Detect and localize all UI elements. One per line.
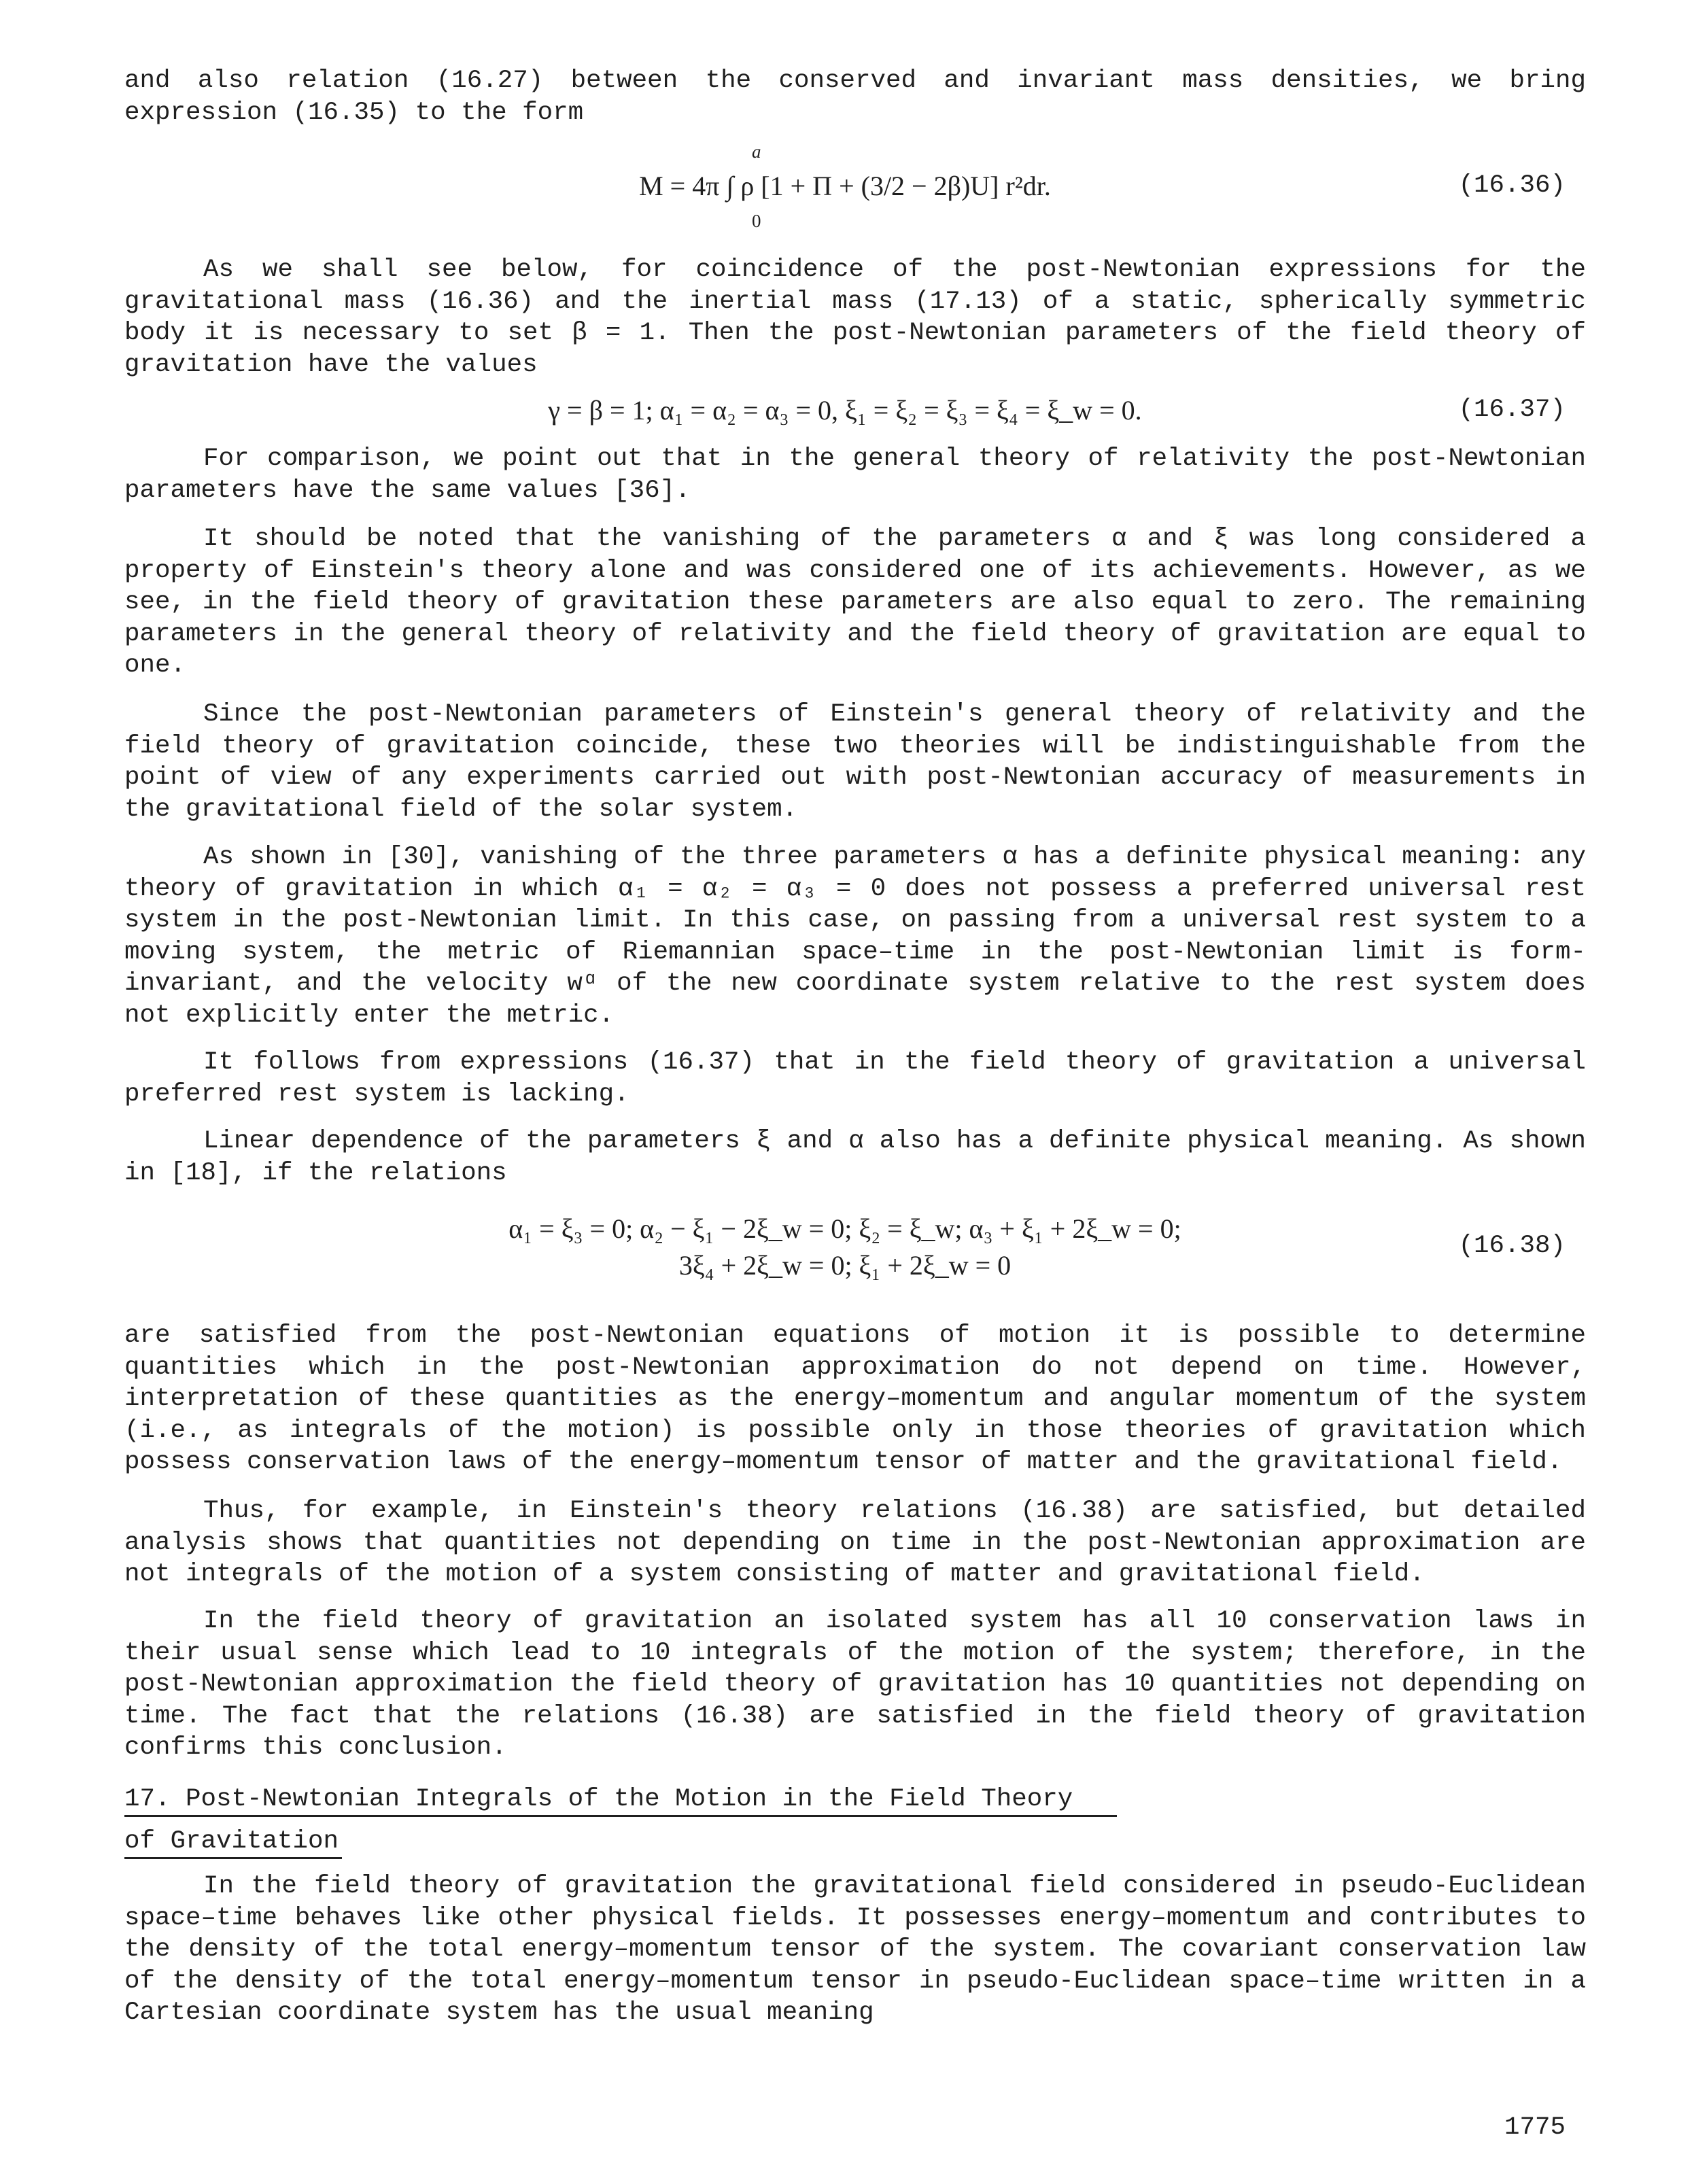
equation-number-16-36: (16.36) — [1458, 171, 1566, 200]
section-heading-line-1: 17. Post-Newtonian Integrals of the Motion in the Field Theory — [124, 1785, 1073, 1814]
equation-16-38-body-2: 3ξ₄ + 2ξ_w = 0; ξ₁ + 2ξ_w = 0 — [678, 1250, 1012, 1281]
integral-upper-limit: a — [752, 141, 761, 162]
section-heading-line-2: of Gravitation — [124, 1827, 339, 1856]
paragraph-1: and also relation (16.27) between the conserved and invariant mass densities, we bring expression (16.35) to the form — [124, 67, 1586, 127]
paragraph-7: It follows from expressions (16.37) that in the field theory of gravitation a universal preferred rest system is lacking. — [124, 1048, 1586, 1109]
page-number: 1775 — [1504, 2113, 1566, 2142]
paragraph-10: Thus, for example, in Einstein's theory relations (16.38) are satisfied, but detailed analysis shows that quantities not depending on time in the post-Newtonian approximation are not integrals of the motion of a system consisting of matter and gravitational field. — [124, 1497, 1586, 1589]
equation-16-37-body: γ = β = 1; α₁ = α₂ = α₃ = 0, ξ₁ = ξ₂ = ξ₃ = ξ₄ = ξ_w = 0. — [548, 395, 1142, 426]
equation-number-16-37: (16.37) — [1458, 396, 1566, 424]
integral-lower-limit: 0 — [752, 211, 761, 231]
section-heading-underline-1 — [124, 1815, 1117, 1817]
equation-16-36-body: M = 4π ∫ ρ [1 + Π + (3/2 − 2β)U] r²dr. — [639, 171, 1051, 201]
paragraph-8: Linear dependence of the parameters ξ and α also has a definite physical meaning. As shown in [18], if the relations — [124, 1127, 1586, 1188]
equation-16-36 — [124, 170, 1566, 203]
equation-16-38-line-2 — [124, 1249, 1566, 1282]
paragraph-11: In the field theory of gravitation an isolated system has all 10 conservation laws in their usual sense which lead to 10 integrals of the motion of the system; therefore, in the post-Newtonian approximation the field theory of gravitation has 10 quantities not depending on time. The fact that the relations (16.38) are satisfied in the field theory of gravitation confirms this conclusion. — [124, 1607, 1586, 1762]
paragraph-6: As shown in [30], vanishing of the three parameters α has a definite physical meaning: any theory of gravitation in which α₁ = α₂ = α₃ = 0 does not possess a preferred universal rest system in the post-Newtonian limit. In this case, on passing from a universal rest system to a moving system, the metric of Riemannian space–time in the post-Newtonian limit is form-invariant, and the velocity wᵅ of the new coordinate system relative to the rest system does not explicitly enter the metric. — [124, 843, 1586, 1030]
paragraph-2: As we shall see below, for coincidence of the post-Newtonian expressions for the gravitational mass (16.36) and the inertial mass (17.13) of a static, spherically symmetric body it is necessary to set β = 1. Then the post-Newtonian parameters of the field theory of gravitation have the values — [124, 256, 1586, 379]
paragraph-12: In the field theory of gravitation the gravitational field considered in pseudo-Euclidean space–time behaves like other physical fields. It possesses energy–momentum and contributes to the density of the total energy–momentum tensor of the system. The covariant conservation law of the density of the total energy–momentum tensor in pseudo-Euclidean space–time written in a Cartesian coordinate system has the usual meaning — [124, 1872, 1586, 2027]
paragraph-9: are satisfied from the post-Newtonian equations of motion it is possible to determine quantities which in the post-Newtonian approximation do not depend on time. However, interpretation of these quantities as the energy–momentum and angular momentum of the system (i.e., as integrals of the motion) is possible only in those theories of gravitation which possess conservation laws of the energy–momentum tensor of matter and the gravitational field. — [124, 1321, 1586, 1476]
paragraph-5: Since the post-Newtonian parameters of Einstein's general theory of relativity and the field theory of gravitation coincide, these two theories will be indistinguishable from the point of view of any experiments carried out with post-Newtonian accuracy of measurements in the gravitational field of the solar system. — [124, 700, 1586, 824]
equation-16-38-line-1 — [124, 1213, 1566, 1245]
paragraph-4: It should be noted that the vanishing of the parameters α and ξ was long considered a property of Einstein's theory alone and was considered one of its achievements. However, as we see, in the field theory of gravitation these parameters are also equal to zero. The remaining parameters in the general theory of relativity and the field theory of gravitation are equal to one. — [124, 525, 1586, 680]
equation-16-37 — [124, 394, 1566, 427]
paragraph-3: For comparison, we point out that in the general theory of relativity the post-Newtonian parameters have the same values [36]. — [124, 445, 1586, 505]
equation-number-16-38: (16.38) — [1458, 1232, 1566, 1260]
section-heading-underline-2 — [124, 1857, 342, 1859]
equation-16-38-body-1: α₁ = ξ₃ = 0; α₂ − ξ₁ − 2ξ_w = 0; ξ₂ = ξ_w; α₃ + ξ₁ + 2ξ_w = 0; — [508, 1213, 1181, 1244]
